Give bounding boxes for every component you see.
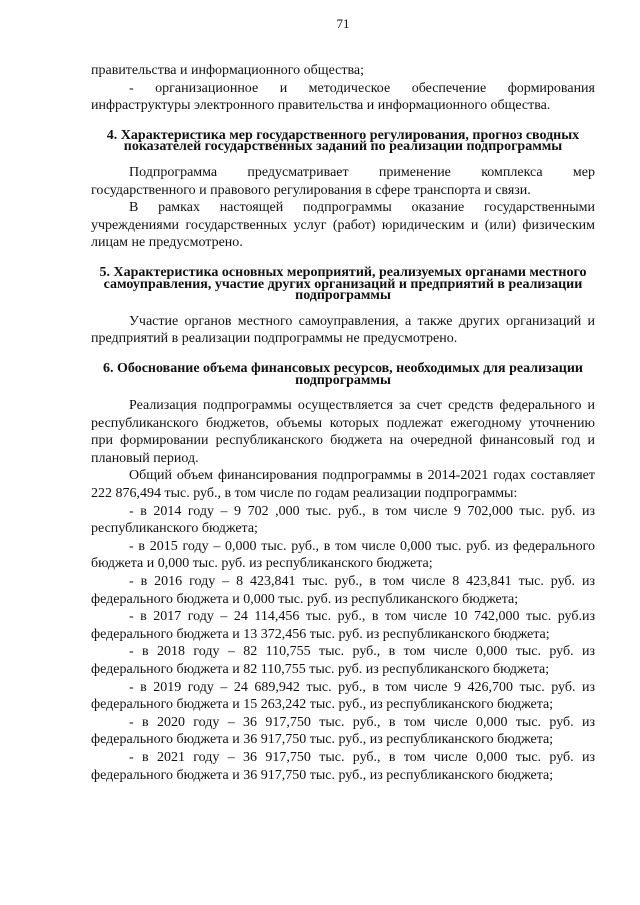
- funding-year-item-2019: - в 2019 году – 24 689,942 тыс. руб., в том числе 9 426,700 тыс. руб. из федерального бюджета и 15 263,242 тыс. руб., из республиканского бюджета;: [91, 679, 595, 713]
- section-6-heading: 6. Обоснование объема финансовых ресурсов, необходимых для реализации подпрограммы: [103, 360, 583, 388]
- section-4-paragraph-1: Подпрограмма предусматривает применение комплекса мер государственного и правового регулирования в сфере транспорта и связи.: [91, 164, 595, 198]
- funding-year-item-2018: - в 2018 году – 82 110,755 тыс. руб., в том числе 0,000 тыс. руб. из федерального бюджета и 82 110,755 тыс. руб. из республиканского бюджета;: [91, 644, 595, 677]
- intro-paragraph-2: - организационное и методическое обеспечение формирования инфраструктуры электронного правительства и информационного общества.: [91, 80, 595, 114]
- section-6-paragraph-2: Общий объем финансирования подпрограммы в 2014-2021 годах составляет 222 876,494 тыс. руб., в том числе по годам реализации подпрограммы:: [91, 468, 595, 502]
- intro-paragraph-1: правительства и информационного общества;: [91, 63, 364, 78]
- funding-year-item-2020: - в 2020 году – 36 917,750 тыс. руб., в том числе 0,000 тыс. руб. из федерального бюджета и 36 917,750 тыс. руб., из республиканского бюджета;: [91, 714, 595, 748]
- funding-year-item-2016: - в 2016 году – 8 423,841 тыс. руб., в том числе 8 423,841 тыс. руб. из федерального бюджета и 0,000 тыс. руб. из республиканского бюджета;: [91, 574, 595, 607]
- funding-year-item-2015: - в 2015 году – 0,000 тыс. руб., в том числе 0,000 тыс. руб. из федерального бюджета и 0,000 тыс. руб. из республиканского бюджета;: [91, 538, 595, 572]
- section-6-paragraph-1: Реализация подпрограммы осуществляется за счет средств федерального и республиканского бюджетов, объемы которых подлежат ежегодному уточнению при формировании республиканского бюджета на очередной финансовый год и плановый период.: [91, 398, 595, 466]
- document-body: [91, 62, 595, 784]
- section-5-paragraph-1: Участие органов местного самоуправления, а также других организаций и предприятий в реализации подпрограммы не предусмотрено.: [91, 313, 595, 347]
- section-5-heading: 5. Характеристика основных мероприятий, реализуемых органами местного самоуправления, участие других организаций и предприятий в реализации подпрограммы: [99, 264, 587, 304]
- funding-by-year-list: [91, 503, 595, 785]
- funding-year-item-2021: - в 2021 году – 36 917,750 тыс. руб., в том числе 0,000 тыс. руб. из федерального бюджета и 36 917,750 тыс. руб., из республиканского бюджета;: [91, 749, 595, 783]
- funding-year-item-2017: - в 2017 году – 24 114,456 тыс. руб., в том числе 10 742,000 тыс. руб.из федерального бюджета и 13 372,456 тыс. руб. из республиканского бюджета;: [91, 609, 595, 642]
- funding-year-item-2014: - в 2014 году – 9 702 ,000 тыс. руб., в том числе 9 702,000 тыс. руб. из республиканского бюджета;: [91, 503, 595, 537]
- page-number: 71: [336, 16, 350, 31]
- section-4-paragraph-2: В рамках настоящей подпрограммы оказание государственными учреждениями государственных услуг (работ) юридическим и (или) физическим лицам не предусмотрено.: [91, 200, 595, 251]
- section-4-heading: 4. Характеристика мер государственного регулирования, прогноз сводных показателей государственных заданий по реализации подпрограммы: [106, 127, 580, 155]
